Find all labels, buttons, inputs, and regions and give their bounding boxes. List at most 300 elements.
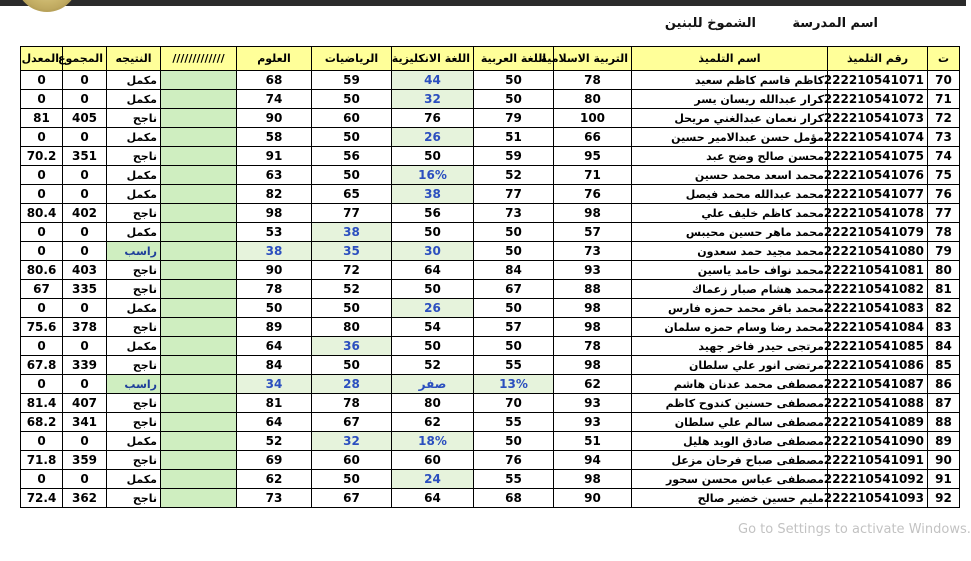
- science-score-cell: 82: [237, 185, 312, 204]
- student-name-cell: كرار عبدالله ريسان يسر: [632, 90, 828, 109]
- serial-cell: 87: [928, 394, 960, 413]
- activation-watermark: Go to Settings to activate Windows.: [738, 522, 971, 537]
- islamic-score-cell: 88: [554, 280, 632, 299]
- average-cell: 0: [21, 166, 63, 185]
- math-score-cell: 67: [312, 413, 392, 432]
- blank-cell: [161, 318, 237, 337]
- result-cell: ناجح: [107, 451, 161, 470]
- total-cell: 0: [63, 185, 107, 204]
- islamic-score-cell: 100: [554, 109, 632, 128]
- student-id-cell: 222210541077: [828, 185, 928, 204]
- serial-cell: 74: [928, 147, 960, 166]
- student-id-cell: 222210541072: [828, 90, 928, 109]
- result-cell: ناجح: [107, 356, 161, 375]
- result-cell: مكمل: [107, 223, 161, 242]
- science-score-cell: 81: [237, 394, 312, 413]
- student-id-cell: 222210541079: [828, 223, 928, 242]
- islamic-score-cell: 80: [554, 90, 632, 109]
- blank-cell: [161, 299, 237, 318]
- math-score-cell: 65: [312, 185, 392, 204]
- total-cell: 378: [63, 318, 107, 337]
- student-name-cell: محمد مجيد حمد سعدون: [632, 242, 828, 261]
- column-header-average: المعدل: [21, 47, 63, 71]
- total-cell: 0: [63, 128, 107, 147]
- school-name-label: اسم المدرسة: [792, 16, 878, 31]
- arabic-score-cell: 57: [474, 318, 554, 337]
- table-row: [21, 489, 960, 508]
- average-cell: 67: [21, 280, 63, 299]
- student-id-cell: 222210541080: [828, 242, 928, 261]
- result-cell: ناجح: [107, 413, 161, 432]
- islamic-score-cell: 73: [554, 242, 632, 261]
- student-id-cell: 222210541088: [828, 394, 928, 413]
- math-score-cell: 78: [312, 394, 392, 413]
- math-score-cell: 67: [312, 489, 392, 508]
- student-name-cell: محمد نواف حامد ياسين: [632, 261, 828, 280]
- arabic-score-cell: 50: [474, 71, 554, 90]
- arabic-score-cell: 79: [474, 109, 554, 128]
- arabic-score-cell: 50: [474, 337, 554, 356]
- science-score-cell: 84: [237, 356, 312, 375]
- islamic-score-cell: 90: [554, 489, 632, 508]
- science-score-cell: 52: [237, 432, 312, 451]
- arabic-score-cell: 55: [474, 356, 554, 375]
- result-cell: ناجح: [107, 489, 161, 508]
- math-score-cell: 72: [312, 261, 392, 280]
- result-cell: مكمل: [107, 299, 161, 318]
- english-score-cell: 80: [392, 394, 474, 413]
- serial-cell: 92: [928, 489, 960, 508]
- result-cell: مكمل: [107, 166, 161, 185]
- student-name-cell: محسن صالح وضح عبد: [632, 147, 828, 166]
- blank-cell: [161, 470, 237, 489]
- student-name-cell: مرتجى حيدر فاخر جهيد: [632, 337, 828, 356]
- serial-cell: 75: [928, 166, 960, 185]
- islamic-score-cell: 93: [554, 261, 632, 280]
- blank-cell: [161, 451, 237, 470]
- blank-cell: [161, 489, 237, 508]
- column-header-student-id: رقم التلميذ: [828, 47, 928, 71]
- student-id-cell: 222210541078: [828, 204, 928, 223]
- blank-cell: [161, 109, 237, 128]
- student-name-cell: محمد رضا وسام حمزه سلمان: [632, 318, 828, 337]
- column-header-english: اللغة الانكليزية: [392, 47, 474, 71]
- average-cell: 80.4: [21, 204, 63, 223]
- english-score-cell: 52: [392, 356, 474, 375]
- blank-cell: [161, 204, 237, 223]
- table-row: [21, 451, 960, 470]
- islamic-score-cell: 51: [554, 432, 632, 451]
- blank-cell: [161, 242, 237, 261]
- serial-cell: 88: [928, 413, 960, 432]
- serial-cell: 72: [928, 109, 960, 128]
- student-id-cell: 222210541086: [828, 356, 928, 375]
- average-cell: 0: [21, 185, 63, 204]
- column-header-result: النتيجه: [107, 47, 161, 71]
- result-cell: مكمل: [107, 185, 161, 204]
- serial-cell: 91: [928, 470, 960, 489]
- total-cell: 0: [63, 432, 107, 451]
- arabic-score-cell: 59: [474, 147, 554, 166]
- math-score-cell: 60: [312, 109, 392, 128]
- column-header-arabic: اللغة العربية: [474, 47, 554, 71]
- serial-cell: 71: [928, 90, 960, 109]
- english-score-cell: 50: [392, 337, 474, 356]
- average-cell: 0: [21, 71, 63, 90]
- islamic-score-cell: 98: [554, 356, 632, 375]
- student-name-cell: مصطفى حسنين كندوح كاظم: [632, 394, 828, 413]
- student-id-cell: 222210541092: [828, 470, 928, 489]
- average-cell: 75.6: [21, 318, 63, 337]
- table-row: [21, 90, 960, 109]
- islamic-score-cell: 93: [554, 394, 632, 413]
- arabic-score-cell: 84: [474, 261, 554, 280]
- table-body: [21, 71, 960, 508]
- english-score-cell: 64: [392, 489, 474, 508]
- serial-cell: 73: [928, 128, 960, 147]
- student-id-cell: 222210541090: [828, 432, 928, 451]
- math-score-cell: 50: [312, 166, 392, 185]
- table-row: [21, 375, 960, 394]
- blank-cell: [161, 128, 237, 147]
- science-score-cell: 34: [237, 375, 312, 394]
- column-header-total: المجموع: [63, 47, 107, 71]
- arabic-score-cell: 55: [474, 470, 554, 489]
- student-id-cell: 222210541085: [828, 337, 928, 356]
- average-cell: 67.8: [21, 356, 63, 375]
- average-cell: 0: [21, 299, 63, 318]
- student-name-cell: مصطفى عباس محسن سحور: [632, 470, 828, 489]
- islamic-score-cell: 66: [554, 128, 632, 147]
- arabic-score-cell: 68: [474, 489, 554, 508]
- total-cell: 407: [63, 394, 107, 413]
- arabic-score-cell: 50: [474, 90, 554, 109]
- english-score-cell: 30: [392, 242, 474, 261]
- result-cell: راسب: [107, 375, 161, 394]
- column-header-islamic: التربية الاسلامية: [554, 47, 632, 71]
- table-row: [21, 242, 960, 261]
- blank-cell: [161, 71, 237, 90]
- average-cell: 0: [21, 375, 63, 394]
- student-name-cell: مرتضى انور علي سلطان: [632, 356, 828, 375]
- student-id-cell: 222210541076: [828, 166, 928, 185]
- student-id-cell: 222210541073: [828, 109, 928, 128]
- science-score-cell: 38: [237, 242, 312, 261]
- science-score-cell: 63: [237, 166, 312, 185]
- column-header-student-name: اسم التلميذ: [632, 47, 828, 71]
- average-cell: 0: [21, 470, 63, 489]
- arabic-score-cell: 13%: [474, 375, 554, 394]
- english-score-cell: صفر: [392, 375, 474, 394]
- total-cell: 0: [63, 90, 107, 109]
- islamic-score-cell: 71: [554, 166, 632, 185]
- table-row: [21, 394, 960, 413]
- science-score-cell: 91: [237, 147, 312, 166]
- arabic-score-cell: 70: [474, 394, 554, 413]
- science-score-cell: 58: [237, 128, 312, 147]
- english-score-cell: 26: [392, 299, 474, 318]
- total-cell: 403: [63, 261, 107, 280]
- arabic-score-cell: 76: [474, 451, 554, 470]
- english-score-cell: 54: [392, 318, 474, 337]
- islamic-score-cell: 98: [554, 204, 632, 223]
- top-border-bar: [0, 0, 966, 6]
- average-cell: 70.2: [21, 147, 63, 166]
- arabic-score-cell: 52: [474, 166, 554, 185]
- english-score-cell: 24: [392, 470, 474, 489]
- total-cell: 359: [63, 451, 107, 470]
- science-score-cell: 73: [237, 489, 312, 508]
- english-score-cell: 32: [392, 90, 474, 109]
- science-score-cell: 68: [237, 71, 312, 90]
- total-cell: 0: [63, 299, 107, 318]
- arabic-score-cell: 50: [474, 223, 554, 242]
- blank-cell: [161, 166, 237, 185]
- science-score-cell: 50: [237, 299, 312, 318]
- student-id-cell: 222210541081: [828, 261, 928, 280]
- math-score-cell: 50: [312, 356, 392, 375]
- blank-cell: [161, 261, 237, 280]
- english-score-cell: 60: [392, 451, 474, 470]
- islamic-score-cell: 94: [554, 451, 632, 470]
- blank-cell: [161, 90, 237, 109]
- math-score-cell: 50: [312, 299, 392, 318]
- english-score-cell: 76: [392, 109, 474, 128]
- english-score-cell: 50: [392, 223, 474, 242]
- total-cell: 405: [63, 109, 107, 128]
- serial-cell: 79: [928, 242, 960, 261]
- math-score-cell: 50: [312, 470, 392, 489]
- student-name-cell: محمد عبدالله محمد فيصل: [632, 185, 828, 204]
- result-cell: ناجح: [107, 109, 161, 128]
- student-name-cell: كاظم قاسم كاظم سعيد: [632, 71, 828, 90]
- student-name-cell: مليم حسين خضير صالح: [632, 489, 828, 508]
- student-name-cell: محمد ماهر حسين محيبس: [632, 223, 828, 242]
- english-score-cell: 50: [392, 280, 474, 299]
- student-name-cell: مؤمل حسن عبدالامير حسين: [632, 128, 828, 147]
- table-row: [21, 147, 960, 166]
- student-id-cell: 222210541082: [828, 280, 928, 299]
- result-cell: مكمل: [107, 470, 161, 489]
- science-score-cell: 69: [237, 451, 312, 470]
- science-score-cell: 74: [237, 90, 312, 109]
- table-row: [21, 128, 960, 147]
- math-score-cell: 38: [312, 223, 392, 242]
- average-cell: 0: [21, 337, 63, 356]
- table-row: [21, 413, 960, 432]
- student-name-cell: مصطفى سالم علي سلطان: [632, 413, 828, 432]
- blank-cell: [161, 185, 237, 204]
- student-id-cell: 222210541093: [828, 489, 928, 508]
- table-row: [21, 223, 960, 242]
- math-score-cell: 50: [312, 90, 392, 109]
- table-row: [21, 185, 960, 204]
- islamic-score-cell: 78: [554, 337, 632, 356]
- student-id-cell: 222210541091: [828, 451, 928, 470]
- result-cell: مكمل: [107, 128, 161, 147]
- total-cell: 335: [63, 280, 107, 299]
- science-score-cell: 64: [237, 337, 312, 356]
- student-id-cell: 222210541075: [828, 147, 928, 166]
- average-cell: 81.4: [21, 394, 63, 413]
- english-score-cell: 38: [392, 185, 474, 204]
- result-cell: راسب: [107, 242, 161, 261]
- total-cell: 0: [63, 337, 107, 356]
- column-header-science: العلوم: [237, 47, 312, 71]
- average-cell: 0: [21, 223, 63, 242]
- total-cell: 0: [63, 375, 107, 394]
- total-cell: 0: [63, 166, 107, 185]
- english-score-cell: 44: [392, 71, 474, 90]
- result-cell: ناجح: [107, 204, 161, 223]
- islamic-score-cell: 98: [554, 299, 632, 318]
- student-name-cell: محمد اسعد محمد حسين: [632, 166, 828, 185]
- science-score-cell: 98: [237, 204, 312, 223]
- english-score-cell: 56: [392, 204, 474, 223]
- blank-cell: [161, 356, 237, 375]
- table-row: [21, 470, 960, 489]
- result-cell: مكمل: [107, 432, 161, 451]
- total-cell: 0: [63, 242, 107, 261]
- islamic-score-cell: 78: [554, 71, 632, 90]
- islamic-score-cell: 98: [554, 318, 632, 337]
- serial-cell: 90: [928, 451, 960, 470]
- math-score-cell: 28: [312, 375, 392, 394]
- serial-cell: 76: [928, 185, 960, 204]
- islamic-score-cell: 57: [554, 223, 632, 242]
- math-score-cell: 35: [312, 242, 392, 261]
- serial-cell: 70: [928, 71, 960, 90]
- average-cell: 72.4: [21, 489, 63, 508]
- serial-cell: 82: [928, 299, 960, 318]
- average-cell: 0: [21, 432, 63, 451]
- serial-cell: 89: [928, 432, 960, 451]
- table-row: [21, 356, 960, 375]
- table-row: [21, 109, 960, 128]
- total-cell: 0: [63, 71, 107, 90]
- arabic-score-cell: 51: [474, 128, 554, 147]
- student-name-cell: مصطفى محمد عدنان هاشم: [632, 375, 828, 394]
- table-row: [21, 166, 960, 185]
- science-score-cell: 89: [237, 318, 312, 337]
- english-score-cell: 64: [392, 261, 474, 280]
- islamic-score-cell: 62: [554, 375, 632, 394]
- serial-cell: 81: [928, 280, 960, 299]
- science-score-cell: 90: [237, 109, 312, 128]
- serial-cell: 84: [928, 337, 960, 356]
- table-row: [21, 299, 960, 318]
- student-marks-table: [20, 46, 960, 508]
- column-header-blank: /////////////: [161, 47, 237, 71]
- table-row: [21, 71, 960, 90]
- math-score-cell: 50: [312, 128, 392, 147]
- math-score-cell: 60: [312, 451, 392, 470]
- student-id-cell: 222210541074: [828, 128, 928, 147]
- science-score-cell: 90: [237, 261, 312, 280]
- student-name-cell: محمد كاظم خليف علي: [632, 204, 828, 223]
- arabic-score-cell: 50: [474, 242, 554, 261]
- serial-cell: 78: [928, 223, 960, 242]
- table-row: [21, 337, 960, 356]
- english-score-cell: 18%: [392, 432, 474, 451]
- science-score-cell: 62: [237, 470, 312, 489]
- total-cell: 341: [63, 413, 107, 432]
- student-id-cell: 222210541087: [828, 375, 928, 394]
- blank-cell: [161, 337, 237, 356]
- total-cell: 339: [63, 356, 107, 375]
- total-cell: 402: [63, 204, 107, 223]
- arabic-score-cell: 67: [474, 280, 554, 299]
- blank-cell: [161, 223, 237, 242]
- result-cell: ناجح: [107, 147, 161, 166]
- result-cell: ناجح: [107, 280, 161, 299]
- average-cell: 71.8: [21, 451, 63, 470]
- serial-cell: 80: [928, 261, 960, 280]
- result-cell: ناجح: [107, 261, 161, 280]
- english-score-cell: 16%: [392, 166, 474, 185]
- islamic-score-cell: 93: [554, 413, 632, 432]
- school-name-value: الشموخ للبنين: [664, 16, 756, 31]
- student-name-cell: محمد هشام صبار زعماك: [632, 280, 828, 299]
- english-score-cell: 26: [392, 128, 474, 147]
- math-score-cell: 80: [312, 318, 392, 337]
- total-cell: 351: [63, 147, 107, 166]
- student-id-cell: 222210541084: [828, 318, 928, 337]
- table-row: [21, 432, 960, 451]
- blank-cell: [161, 375, 237, 394]
- table-row: [21, 261, 960, 280]
- result-cell: ناجح: [107, 394, 161, 413]
- total-cell: 0: [63, 223, 107, 242]
- english-score-cell: 62: [392, 413, 474, 432]
- student-name-cell: مصطفى صباح فرحان مزعل: [632, 451, 828, 470]
- islamic-score-cell: 98: [554, 470, 632, 489]
- math-score-cell: 77: [312, 204, 392, 223]
- result-cell: مكمل: [107, 337, 161, 356]
- math-score-cell: 36: [312, 337, 392, 356]
- table-row: [21, 280, 960, 299]
- column-header-serial: ت: [928, 47, 960, 71]
- blank-cell: [161, 432, 237, 451]
- arabic-score-cell: 73: [474, 204, 554, 223]
- student-name-cell: محمد باقر محمد حمزه فارس: [632, 299, 828, 318]
- average-cell: 81: [21, 109, 63, 128]
- result-cell: مكمل: [107, 71, 161, 90]
- student-id-cell: 222210541071: [828, 71, 928, 90]
- science-score-cell: 78: [237, 280, 312, 299]
- math-score-cell: 56: [312, 147, 392, 166]
- column-header-math: الرياضيات: [312, 47, 392, 71]
- arabic-score-cell: 55: [474, 413, 554, 432]
- average-cell: 80.6: [21, 261, 63, 280]
- arabic-score-cell: 50: [474, 432, 554, 451]
- result-cell: مكمل: [107, 90, 161, 109]
- math-score-cell: 32: [312, 432, 392, 451]
- average-cell: 0: [21, 242, 63, 261]
- blank-cell: [161, 280, 237, 299]
- arabic-score-cell: 77: [474, 185, 554, 204]
- math-score-cell: 59: [312, 71, 392, 90]
- student-name-cell: كرار نعمان عبدالغني مريحل: [632, 109, 828, 128]
- table-header-row: [21, 47, 960, 71]
- serial-cell: 85: [928, 356, 960, 375]
- ministry-seal-icon: [16, 0, 78, 12]
- student-name-cell: مصطفى صادق الويد هليل: [632, 432, 828, 451]
- blank-cell: [161, 413, 237, 432]
- english-score-cell: 50: [392, 147, 474, 166]
- average-cell: 68.2: [21, 413, 63, 432]
- serial-cell: 86: [928, 375, 960, 394]
